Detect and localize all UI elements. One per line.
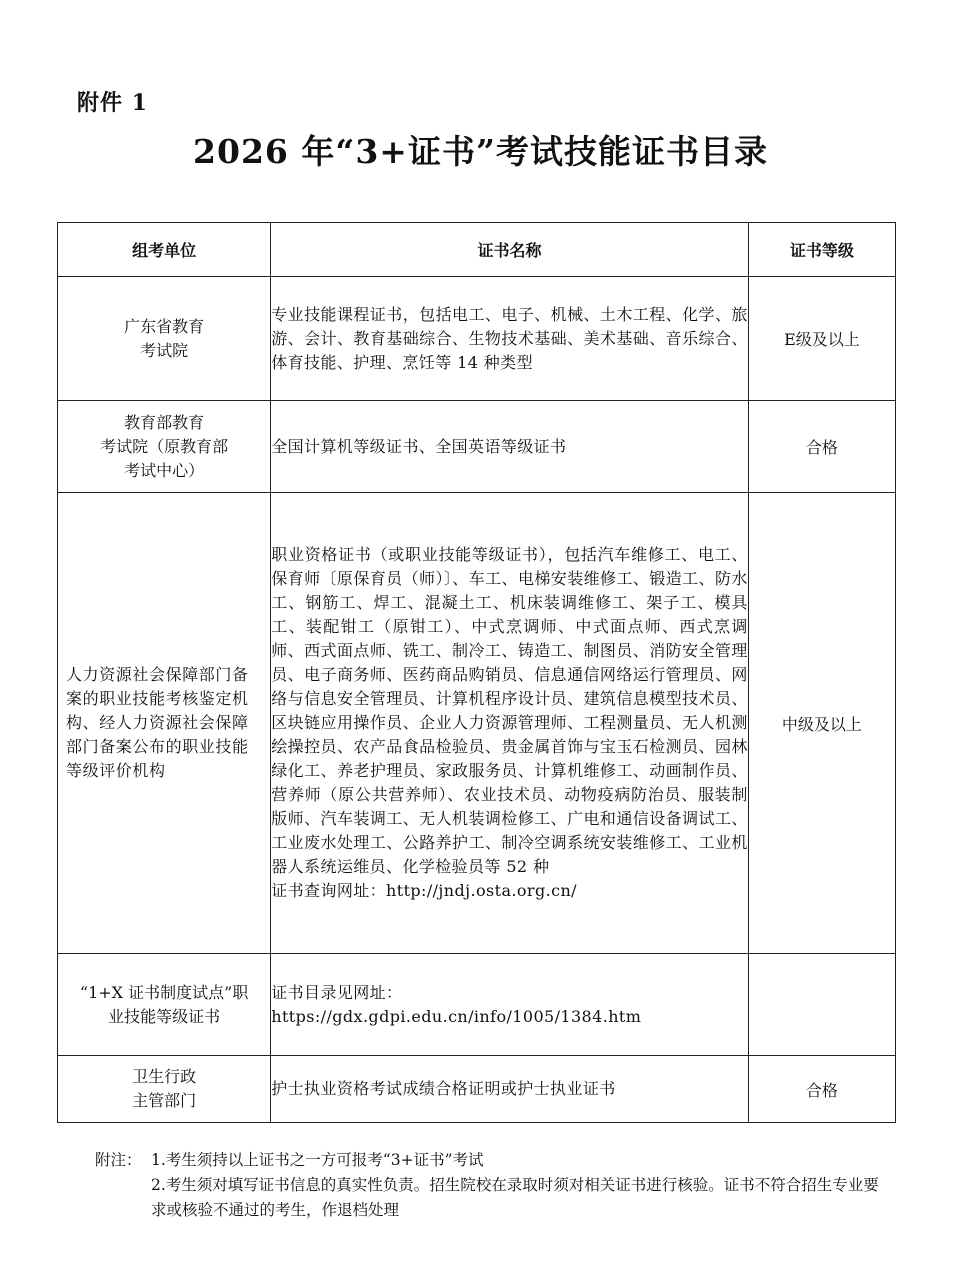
row-certificates-cell [271,493,749,954]
note-item: 1.考生须持以上证书之一方可报考“3+证书”考试 [151,1151,484,1169]
row-level [748,954,895,1056]
note-item: 2.考生须对填写证书信息的真实性负责。招生院校在录取时须对相关证书进行核验。证书不符合招生专业要求或核验不通过的考生，作退档处理 [151,1176,879,1219]
row-certificates: 证书目录见网址： [271,982,403,1002]
table-row [58,493,896,954]
row-certificates-cell [271,954,749,1056]
row-certificates: 专业技能课程证书，包括电工、电子、机械、土木工程、化学、旅游、会计、教育基础综合、生物技术基础、美术基础、音乐综合、体育技能、护理、烹饪等 14 种类型 [271,277,749,401]
catalog-url[interactable]: https://gdx.gdpi.edu.cn/info/1005/1384.htm [271,1006,642,1026]
row-certificates: 全国计算机等级证书、全国英语等级证书 [271,401,749,493]
row-unit: 人力资源社会保障部门备案的职业技能考核鉴定机构、经人力资源社会保障部门备案公布的职业技能等级评价机构 [58,493,271,954]
table-row [58,1056,896,1123]
header-level: 证书等级 [748,223,895,277]
certificate-table [57,222,896,1123]
attachment-label: 附件 1 [77,90,148,116]
row-level: 中级及以上 [748,493,895,954]
row-unit: 教育部教育 考试院（原教育部 考试中心） [58,401,271,493]
table-row [58,954,896,1056]
row-certificates: 护士执业资格考试成绩合格证明或护士执业证书 [271,1056,749,1123]
notes-label: 附注： [95,1151,142,1169]
query-url[interactable]: 证书查询网址：http://jndj.osta.org.cn/ [271,881,577,900]
table-header-row [58,223,896,277]
row-level: 合格 [748,401,895,493]
row-unit: 广东省教育 考试院 [58,277,271,401]
notes [95,1148,885,1223]
row-unit: “1+X 证书制度试点”职 业技能等级证书 [58,954,271,1056]
table-row [58,401,896,493]
table-row [58,277,896,401]
header-certificate: 证书名称 [271,223,749,277]
row-level: 合格 [748,1056,895,1123]
row-certificates: 职业资格证书（或职业技能等级证书），包括汽车维修工、电工、保育师〔原保育员（师）〕、车工、电梯安装维修工、锻造工、防水工、钢筋工、焊工、混凝土工、机床装调维修工、架子工、模具工、装配钳工（原钳工）、中式烹调师、中式面点师、西式烹调师、西式面点师、铣工、制冷工、铸造工、制图员、消防安全管理员、电子商务师、医药商品购销员、信息通信网络运行管理员、网络与信息安全管理员、计算机程序设计员、建筑信息模型技术员、区块链应用操作员、企业人力资源管理师、工程测量员、无人机测绘操控员、农产品食品检验员、贵金属首饰与宝玉石检测员、园林绿化工、养老护理员、家政服务员、计算机维修工、动画制作员、营养师（原公共营养师）、农业技术员、动物疫病防治员、服装制版师、汽车装调工、无人机装调检修工、广电和通信设备调试工、工业废水处理工、公路养护工、制冷空调系统安装维修工、工业机器人系统运维员、化学检验员等 52 种 [271,545,748,876]
page-title: 2026 年“3+证书”考试技能证书目录 [193,132,768,171]
row-unit: 卫生行政 主管部门 [58,1056,271,1123]
header-unit: 组考单位 [58,223,271,277]
row-level: E级及以上 [748,277,895,401]
